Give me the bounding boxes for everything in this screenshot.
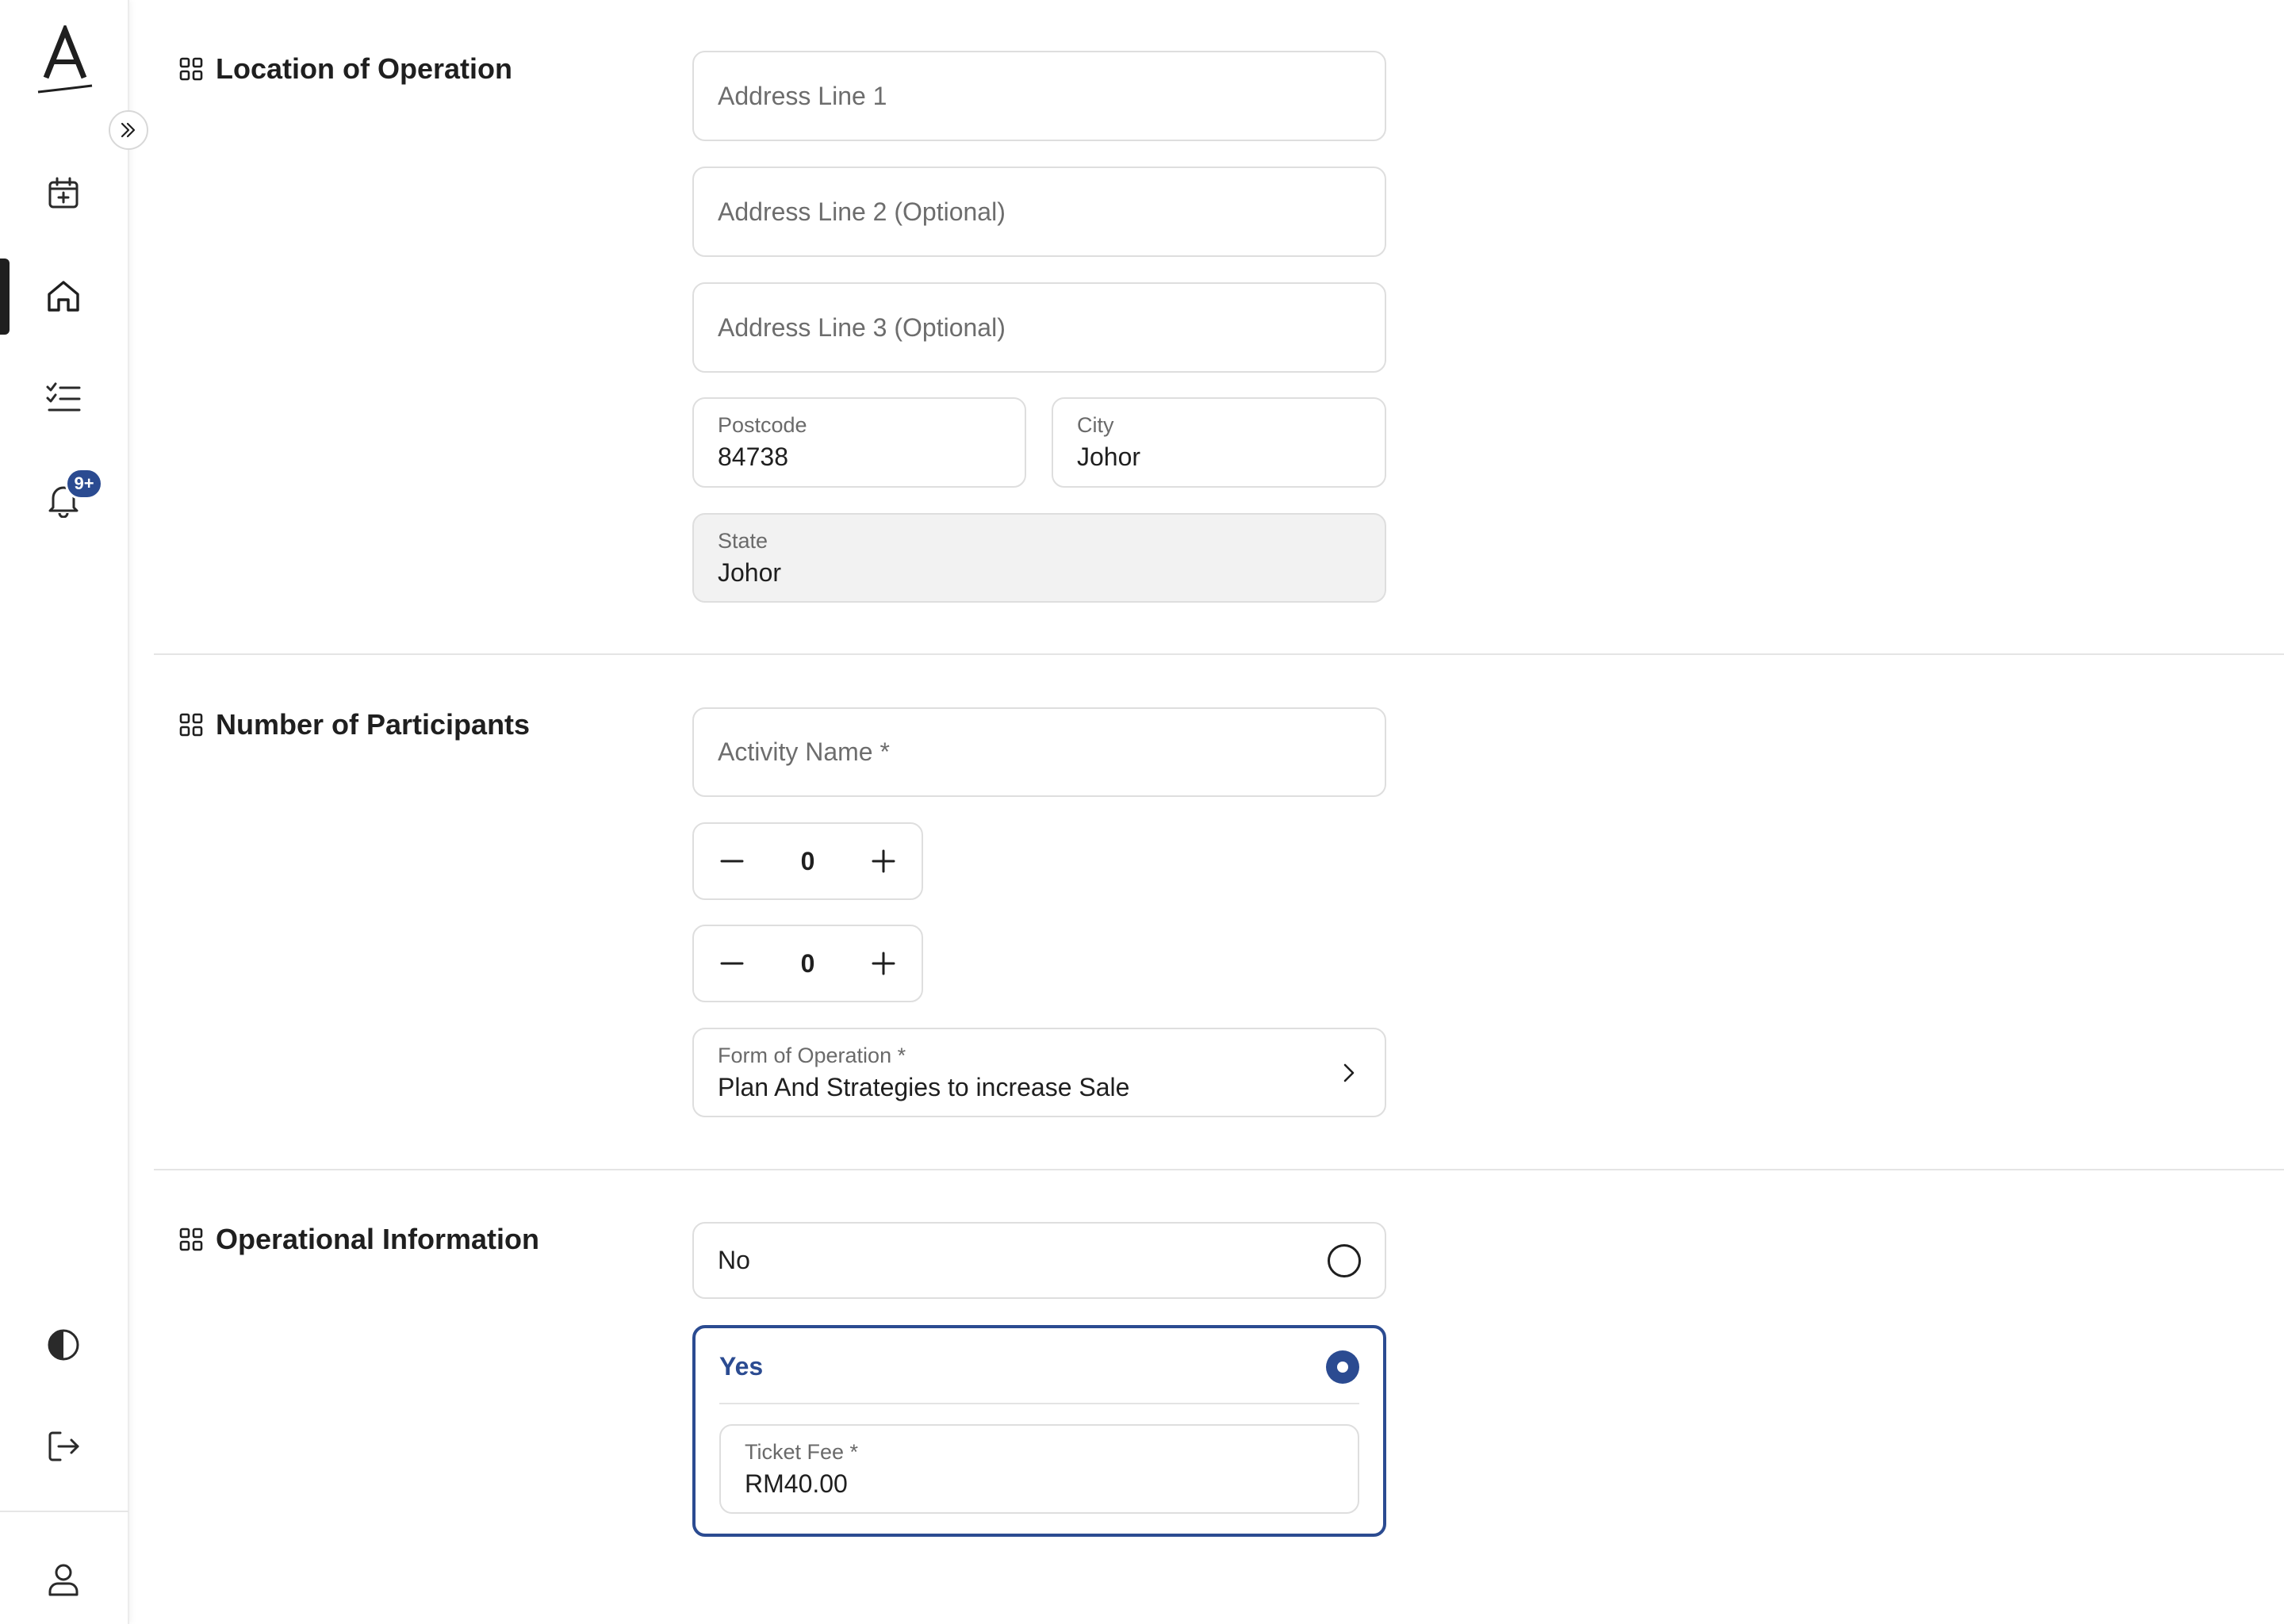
address-line-1-input[interactable]: Address Line 1 — [692, 51, 1386, 141]
radio-option-label: No — [718, 1246, 750, 1274]
ticket-fee-value: RM40.00 — [745, 1469, 848, 1498]
city-value: Johor — [1077, 442, 1141, 471]
nav-checklist[interactable] — [0, 360, 127, 436]
logout-button[interactable] — [0, 1408, 127, 1484]
section-title-participants — [179, 708, 530, 741]
home-icon — [44, 278, 82, 316]
option-divider — [719, 1403, 1359, 1404]
logout-icon — [45, 1428, 82, 1465]
participant-stepper-1 — [692, 822, 923, 900]
city-label: City — [1077, 413, 1114, 437]
grid-icon — [179, 1228, 203, 1251]
postcode-value: 84738 — [718, 442, 788, 471]
minus-icon — [719, 848, 745, 875]
chevron-right-icon — [1337, 1061, 1361, 1085]
increment-button[interactable] — [868, 948, 899, 979]
city-input[interactable] — [1052, 397, 1386, 488]
radio-unchecked-icon — [1328, 1244, 1361, 1277]
address-line-3-input[interactable]: Address Line 3 (Optional) — [692, 282, 1386, 373]
calendar-add-icon — [46, 176, 81, 211]
postcode-input[interactable] — [692, 397, 1026, 488]
nav-calendar-add[interactable] — [0, 155, 127, 232]
notification-badge: 9+ — [65, 468, 103, 500]
theme-toggle[interactable] — [0, 1307, 127, 1383]
decrement-button[interactable] — [716, 845, 748, 877]
address-line-2-input[interactable]: Address Line 2 (Optional) — [692, 167, 1386, 257]
form-of-operation-value: Plan And Strategies to increase Sale — [718, 1073, 1130, 1101]
section-title-location — [179, 52, 512, 86]
activity-name-input[interactable]: Activity Name * — [692, 707, 1386, 797]
ticket-fee-input[interactable] — [719, 1424, 1359, 1514]
radio-option-yes[interactable] — [692, 1325, 1386, 1537]
checklist-icon — [45, 380, 82, 416]
state-label: State — [718, 529, 768, 553]
double-chevron-right-icon — [118, 120, 139, 140]
nav-home[interactable] — [0, 259, 127, 335]
minus-icon — [719, 950, 745, 977]
decrement-button[interactable] — [716, 948, 748, 979]
grid-icon — [179, 713, 203, 737]
radio-option-label: Yes — [719, 1352, 764, 1381]
plus-icon — [870, 950, 897, 977]
state-input — [692, 513, 1386, 603]
postcode-label: Postcode — [718, 413, 807, 437]
increment-button[interactable] — [868, 845, 899, 877]
participant-stepper-2 — [692, 925, 923, 1002]
section-title-text: Location of Operation — [216, 52, 512, 85]
stepper-value: 0 — [800, 846, 815, 875]
section-divider — [154, 653, 2284, 655]
nav-notifications[interactable] — [0, 462, 127, 538]
state-value: Johor — [718, 558, 782, 587]
sidebar-divider — [0, 1511, 128, 1512]
app-logo[interactable] — [35, 25, 95, 102]
user-icon — [45, 1561, 82, 1598]
section-title-text: Operational Information — [216, 1223, 540, 1255]
stepper-value: 0 — [800, 948, 815, 978]
profile-button[interactable] — [0, 1542, 127, 1618]
form-of-operation-select[interactable] — [692, 1028, 1386, 1117]
sidebar — [0, 0, 129, 1624]
plus-icon — [870, 848, 897, 875]
grid-icon — [179, 57, 203, 81]
radio-checked-icon — [1326, 1350, 1359, 1384]
contrast-icon — [45, 1327, 82, 1363]
ticket-fee-label: Ticket Fee * — [745, 1440, 859, 1464]
section-title-text: Number of Participants — [216, 708, 531, 741]
radio-option-no[interactable] — [692, 1222, 1386, 1299]
section-title-operational — [179, 1223, 539, 1256]
section-divider — [154, 1169, 2284, 1170]
expand-sidebar-button[interactable] — [109, 110, 148, 150]
form-of-operation-label: Form of Operation * — [718, 1044, 906, 1067]
